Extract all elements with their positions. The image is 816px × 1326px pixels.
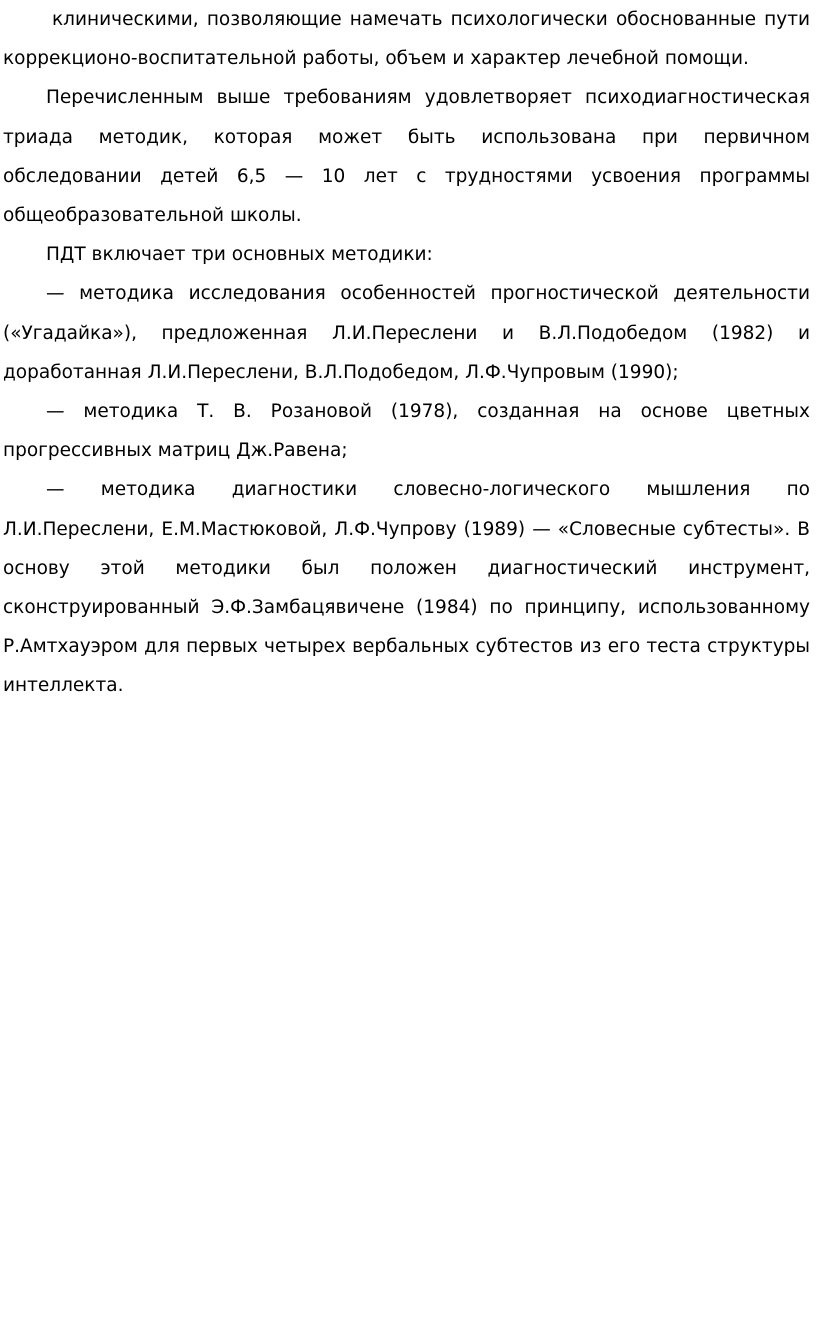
- list-item-method-1: — методика исследования особенностей прогностической деятельности («Угадайка»), предложенная Л.И.Переслени и В.Л.Подобедом (1982) и доработанная Л.И.Переслени, В.Л.Подобедом, Л.Ф.Чупровым (1990);: [3, 283, 810, 383]
- paragraph-continuation: клиническими, позволяющие намечать психологически обоснованные пути коррекционо-воспитательной работы, объем и характер лечебной помощи.: [3, 9, 810, 70]
- paragraph-triad-description: Перечисленным выше требованиям удовлетворяет психодиагностическая триада методик, которая может быть использована при первичном обследовании детей 6,5 — 10 лет с трудностями усвоения программы общеобразовательной школы.: [3, 87, 810, 227]
- list-item-method-2: — методика Т. В. Розановой (1978), созданная на основе цветных прогрессивных матриц Дж.Равена;: [3, 401, 810, 462]
- list-item-method-3: — методика диагностики словесно-логического мышления по Л.И.Переслени, Е.М.Мастюковой, Л.Ф.Чупрову (1989) — «Словесные субтесты». В основу этой методики был положен диагностический инструмент, сконструированный Э.Ф.Замбацявичене (1984) по принципу, использованному Р.Амтхауэром для первых четырех вербальных субтестов из его теста структуры интеллекта.: [3, 479, 810, 697]
- document-body: [3, 0, 810, 706]
- paragraph-pdt-intro: ПДТ включает три основных методики:: [46, 244, 433, 266]
